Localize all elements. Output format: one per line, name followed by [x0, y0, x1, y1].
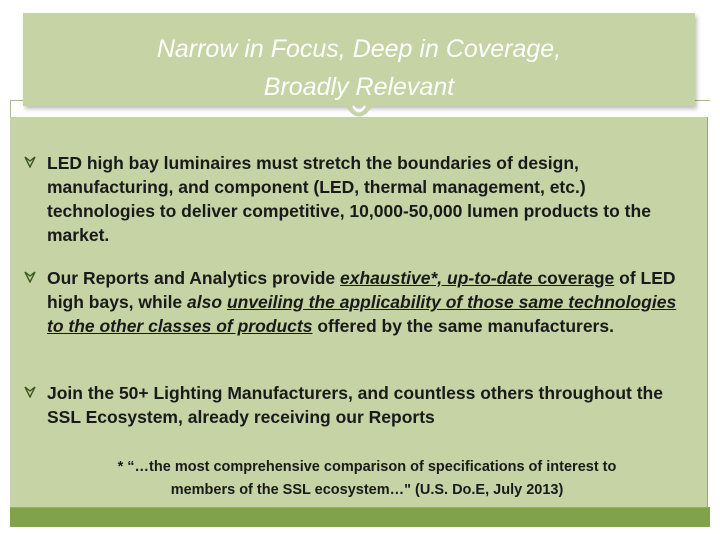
footnote-line-1: * “…the most comprehensive comparison of specifications of interest to: [117, 459, 617, 475]
diamond-bullet-icon: [24, 386, 36, 398]
bullet-1-text: LED high bay luminaires must stretch the boundaries of design, manufacturing, and component (LED, thermal management, etc.) technologies to deliver competitive, 10,000-50,000 lumen products to the market.: [47, 153, 651, 245]
footnote: [47, 456, 687, 502]
bullet-2-underline-coverage: coverage: [532, 268, 615, 288]
bullet-item-1: [47, 151, 687, 247]
slide-title: [23, 30, 695, 106]
footnote-line-2: members of the SSL ecosystem…" (U.S. Do.E, July 2013): [170, 482, 564, 498]
diamond-bullet-icon: [24, 271, 36, 283]
bullet-2-text-c: offered by the same manufacturers.: [312, 316, 614, 336]
bullet-item-3: [47, 381, 687, 429]
title-line-2: Broadly Relevant: [263, 73, 455, 101]
bullet-2-text-b: of LED high bays, while: [47, 268, 676, 312]
bullet-item-2: [47, 266, 687, 338]
bullet-3-text: Join the 50+ Lighting Manufacturers, and countless others throughout the SSL Ecosystem, already receiving our Reports: [47, 383, 663, 427]
ornament-icon: [344, 103, 374, 121]
bullet-2-also: also: [187, 292, 223, 312]
bullet-2-emphasis-exhaustive: exhaustive*, up-to-date: [340, 268, 533, 288]
bullet-2-emphasis-unveiling: unveiling the applicability of those same technologies to the other classes of products: [47, 292, 677, 336]
bullet-2-text-a: Our Reports and Analytics provide: [47, 268, 341, 288]
diamond-bullet-icon: [24, 156, 36, 168]
bottom-band: [10, 507, 710, 527]
title-line-1: Narrow in Focus, Deep in Coverage,: [156, 35, 562, 63]
